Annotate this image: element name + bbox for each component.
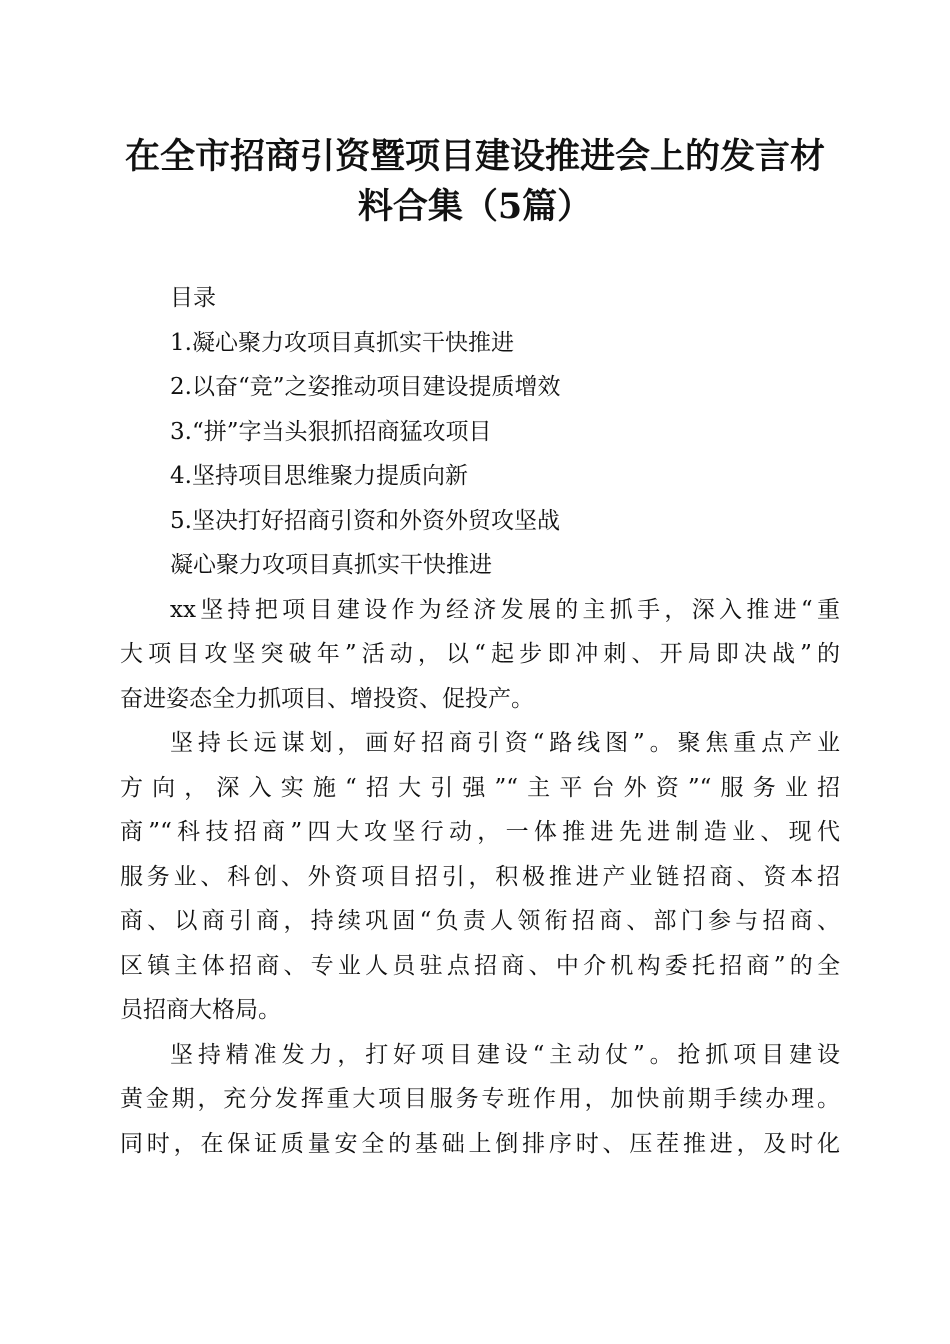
paragraph-line: 服务业、科创、外资项目招引，积极推进产业链招商、资本招 bbox=[120, 863, 840, 890]
paragraph bbox=[120, 588, 840, 722]
paragraph-line: xx坚持把项目建设作为经济发展的主抓手，深入推进“重 bbox=[170, 596, 840, 623]
toc-item: 3.“拼”字当头狠抓招商猛攻项目 bbox=[170, 418, 492, 445]
paragraph-line: 员招商大格局。 bbox=[120, 997, 281, 1023]
paragraph-line: 区镇主体招商、专业人员驻点招商、中介机构委托招商”的全 bbox=[120, 952, 840, 979]
toc-item: 1.凝心聚力攻项目真抓实干快推进 bbox=[170, 329, 514, 356]
toc-item: 2.以奋“竞”之姿推动项目建设提质增效 bbox=[170, 374, 561, 400]
section-title: 凝心聚力攻项目真抓实干快推进 bbox=[170, 552, 492, 578]
paragraph-line: 同时，在保证质量安全的基础上倒排序时、压茬推进，及时化 bbox=[120, 1130, 840, 1157]
title-line-2: 料合集（5篇） bbox=[357, 186, 593, 227]
document-title bbox=[110, 132, 840, 232]
paragraph-line: 坚持长远谋划，画好招商引资“路线图”。聚焦重点产业 bbox=[170, 730, 840, 756]
paragraph bbox=[120, 721, 840, 1033]
document-body bbox=[120, 276, 840, 1166]
toc-item: 4.坚持项目思维聚力提质向新 bbox=[170, 463, 468, 489]
paragraph-line: 商、以商引商，持续巩固“负责人领衔招商、部门参与招商、 bbox=[120, 908, 840, 934]
toc-item: 5.坚决打好招商引资和外资外贸攻坚战 bbox=[170, 507, 560, 534]
paragraph-line: 黄金期，充分发挥重大项目服务专班作用，加快前期手续办理。 bbox=[120, 1086, 840, 1112]
paragraph bbox=[120, 1033, 840, 1167]
paragraph-line: 奋进姿态全力抓项目、增投资、促投产。 bbox=[120, 685, 534, 712]
paragraph-line: 大项目攻坚突破年”活动，以“起步即冲刺、开局即决战”的 bbox=[120, 641, 840, 667]
toc-heading: 目录 bbox=[170, 285, 216, 311]
paragraph-line: 商”“科技招商”四大攻坚行动，一体推进先进制造业、现代 bbox=[120, 819, 840, 845]
paragraph-line: 方向，深入实施“招大引强”“主平台外资”“服务业招 bbox=[120, 774, 840, 801]
title-line-1: 在全市招商引资暨项目建设推进会上的发言材 bbox=[124, 136, 825, 177]
paragraph-line: 坚持精准发力，打好项目建设“主动仗”。抢抓项目建设 bbox=[170, 1041, 840, 1068]
